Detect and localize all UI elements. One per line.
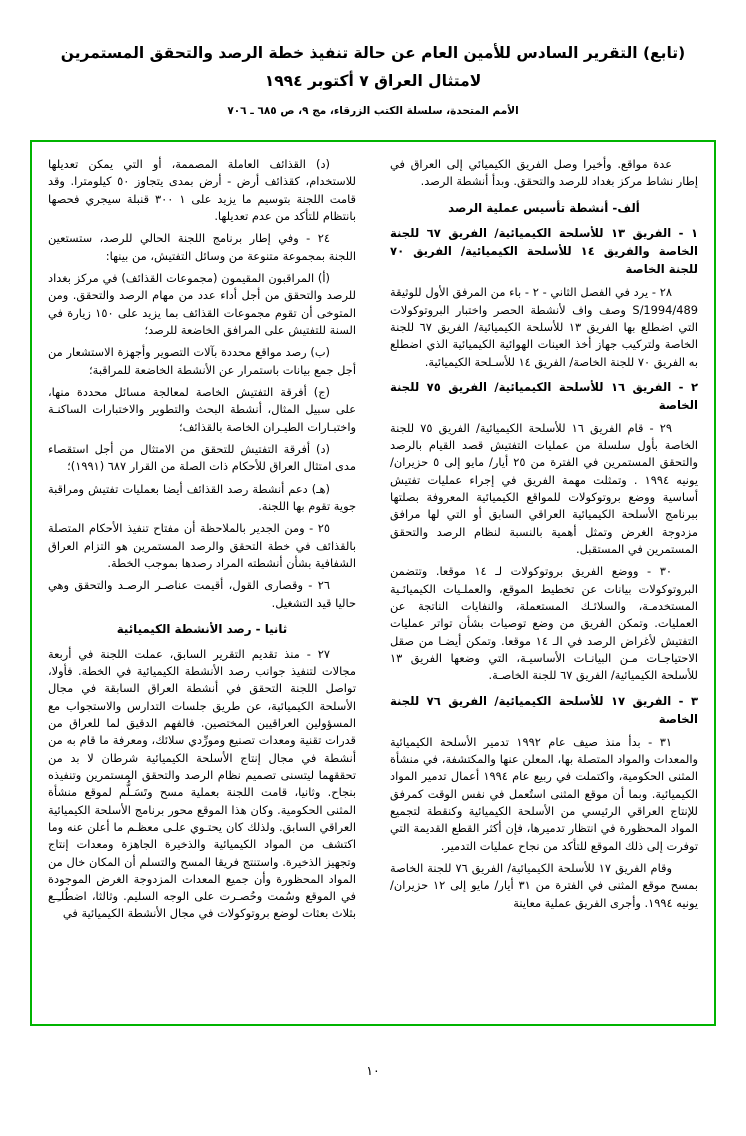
paragraph: ٣٠ - ووضع الفريق بروتوكولات لـ ١٤ موقعا. وتتضمن البروتوكولات بيانات عن تخطيط الموقع، والعملـيات الكيميائـية المستخدمـة، والسلائـك المستعملة، والنفايات الناتجة عن العمليات. وتمكن الفريق من وضع توصيات بشأن تواتر عمليات التفتيش لأغراض الرصد في الـ ١٤ موقعا. وتمكن أيضـا من صقل الاحتياجـات مـن البيانـات الأساسيـة، التي وضعها الفريق ١٣ للأسلحة الكيميائية/ الفريق ٦٧ للجنة الخاصـة. [390, 564, 698, 683]
paragraph: عدة مواقع. وأخيرا وصل الفريق الكيميائي إلى العراق في إطار نشاط مركز بغداد للرصد والتحقق. وبدأ أنشطة الرصد. [390, 157, 698, 189]
paragraph: ٢٨ - يرد في الفصل الثاني - ٢ - باء من المرفق الأول للوثيقة S/1994/489 وصف واف لأنشطة الحصر واختبار البروتوكولات التي اضطلع بها الفريق ١٣ للأسلحة الكيميائية/ الفريق ٦٧ للجنة الخاصة ولتركيب جهاز أخذ العينات الهوائية الكيميائية الذي اضطلع به الفريق ٧٠ للجنة الخاصة/ الفريق ١٤ للأسـلحة الكيميائية. [390, 285, 698, 369]
paragraph: (د) القذائف العاملة المصممة، أو التي يمكن تعديلها للاستخدام، كقذائف أرض - أرض بمدى يتجاوز ٥٠ كيلومترا. وقد قامت اللجنة بتوسيم ما يزيد على ١ ٣٠٠ قنبلة سيجري فحصها بانتظام للتأكد من عدم تعديلها. [48, 157, 356, 223]
section-heading-alef: ألف- أنشطة تأسيس عملية الرصد [448, 200, 640, 215]
paragraph: (ج) أفرقة التفتيش الخاصة لمعالجة مسائل محددة منها، على سبيل المثال، أنشطة البحث والتطوير والاختبارات الساكنـة واختبـارات الطيـران الخاصة بالقذائف؛ [48, 384, 356, 434]
document-subtitle: لامتثال العراق ٧ أكتوبر ١٩٩٤ [264, 72, 482, 91]
paragraph: ٢٥ - ومن الجدير بالملاحظة أن مفتاح تنفيذ الأحكام المتصلة بالقذائف في خطة التحقق والرصد المستمرين هو التزام العراق الشفافية بشأن أنشطته المراد رصدها بموجب الخطة. [48, 521, 356, 570]
paragraph: ٢٧ - منذ تقديم التقرير السابق، عملت اللجنة في أربعة مجالات لتنفيذ جوانب رصد الأنشطة الكيميائية في الخطة. فأولا، تواصل اللجنة التحقق في أنشطة العراق السابقة في مجال الأسلحة الكيميائية، عن طريق جلسات التدارس والاستجواب مع المسؤولين العراقيين المختصين. فالفهم الدقيق لما للعراق من قدرات تقنية ومعدات تصنيع ومورِّدي سلائك، ومعرفة ما قام به من أنشطة في مجال إنتاج الأسلحة الكيميائية شرطان لا بد من تحققهما ليتسنى تصميم نظام الرصد والتحقق المستمرين وتنفيذه بنجاح. وثانيا، قامت اللجنة بعملية مسح وتَسَـلُّم لموقع منشأة المثنى الحكومية. وكان هذا الموقع محور برنامج الأسلحة الكيميائية العراقي السابق. ولذلك كان يحتـوي علـى معظـم ما أعلن عنه وما اكتشف من المواد الكيميائية والذخيرة الجاهزة ومعدات إنتاج وتجهيز الذخيرة. واستنتج فريقا المسح والتسلم أن المكان خال من المواد المحظورة وأن جميع المعدات المزدوجة الغرض الموجودة في الموقع وسُمت وحُصـرت على الوجه السليم. وثالثا، اضطُلـِـع بثلاث بعثات لوضع بروتوكولات في مجال الأنشطة الكيميائية في [48, 646, 356, 921]
paragraph: ٢٦ - وقصارى القول، أقيمت عناصـر الرصـد والتحقق وهي حاليا قيد التشغيل. [48, 578, 356, 610]
section-heading-thania: ثانيا - رصد الأنشطة الكيميائية [116, 621, 288, 636]
paragraph: ٢٤ - وفي إطار برنامج اللجنة الحالي للرصد، ستستعين اللجنة بمجموعة متنوعة من وسائل التفتيش، من بينها: [48, 231, 356, 263]
page-number: ١٠ [366, 1063, 380, 1078]
document-source-citation: الأمم المتحدة، سلسلة الكتب الزرقاء، مج ٩، ص ٦٨٥ ـ ٧٠٦ [227, 104, 519, 117]
subheading-team-16: ٢ - الفريق ١٦ للأسلحة الكيميائية/ الفريق ٧٥ للجنة الخاصة [390, 379, 699, 412]
column-left [48, 156, 360, 1014]
column-right [386, 156, 698, 1014]
document-header [0, 0, 746, 117]
paragraph: (ب) رصد مواقع محددة بآلات التصوير وأجهزة الاستشعار من أجل جمع بيانات باستمرار عن الأنشطة الخاضعة للمراقبة؛ [48, 345, 356, 377]
paragraph: ٣١ - بدأ منذ صيف عام ١٩٩٢ تدمير الأسلحة الكيميائية والمعدات والمواد المتصلة بها، المعلن عنها والمكتشفة، في منشأة المثنى الحكومية، واكتملت في ربيع عام ١٩٩٤ أعمال تدمير المواد الكيميائية. وبما أن موقع المثنى استُعمل في نفس الوقت كمرفق للإنتاج العراقي الرئيسي من الأسلحة الكيميائية وكنقطة لتجميع المواد المحظورة في انتظار تدميرها، فإن أكثر القطع القديمة التي توفرت إلى ذلك الموقع للتأكد من نجاح عمليات التدمير. [390, 734, 698, 853]
content-frame [30, 140, 716, 1026]
two-column-layout [32, 142, 714, 1024]
paragraph: وقام الفريق ١٧ للأسلحة الكيميائية/ الفريق ٧٦ للجنة الخاصة بمسح موقع المثنى في الفترة من ٣١ أيار/ مايو إلى ١٢ حزيران/ يونيه ١٩٩٤. وأجرى الفريق عملية معاينة [390, 860, 698, 910]
paragraph: (أ) المراقبون المقيمون (مجموعات القذائف) في مركز بغداد للرصد والتحقق من أجل أداء عدد من مهام الرصد والتحقق. ومن المتوخى أن تقوم مجموعات القذائف بما يزيد على ١٥٠ زيارة في السنة للتفتيش على المرافق الخاضعة للرصد؛ [48, 270, 356, 337]
paragraph: ٢٩ - قام الفريق ١٦ للأسلحة الكيميائية/ الفريق ٧٥ للجنة الخاصة بأول سلسلة من عمليات التفتيش قصد القيام بالرصد والتحقق المستمرين في الفترة من ٢٥ أيار/ مايو إلى ٥ حزيران/ يونيه ١٩٩٤ . وتمثلت مهمة الفريق في إجراء عمليات تفتيش أساسية ووضع بروتوكولات للمواقع الكيميائية المعروفة بصلتها ببرنامج الأسلحة الكيميائية العراقي السابق أو التي لها مرافق مزدوجة الغرض وتمثل أهمية بالنسبة لنظام الرصد والتحقق المستمرين في المستقبل. [390, 420, 699, 557]
subheading-team-17: ٣ - الفريق ١٧ للأسلحة الكيميائية/ الفريق ٧٦ للجنة الخاصة [390, 693, 699, 726]
subheading-team-13-14: ١ - الفريق ١٣ للأسلحة الكيميائية/ الفريق ٦٧ للجنة الخاصة والفريق ١٤ للأسلحة الكيميائية/ الفريق ٧٠ للجنة الخاصة [390, 226, 699, 277]
document-title: (تابع) التقرير السادس للأمين العام عن حالة تنفيذ خطة الرصد والتحقق المستمرين [60, 44, 686, 62]
paragraph: (د) أفرقة التفتيش للتحقق من الامتثال من أجل استقصاء مدى امتثال العراق للأحكام ذات الصلة من القرار ٦٨٧ (١٩٩١)؛ [48, 441, 356, 474]
paragraph: (هـ) دعم أنشطة رصد القذائف أيضا بعمليات تفتيش ومراقبة جوية تقوم بها اللجنة. [48, 481, 356, 513]
